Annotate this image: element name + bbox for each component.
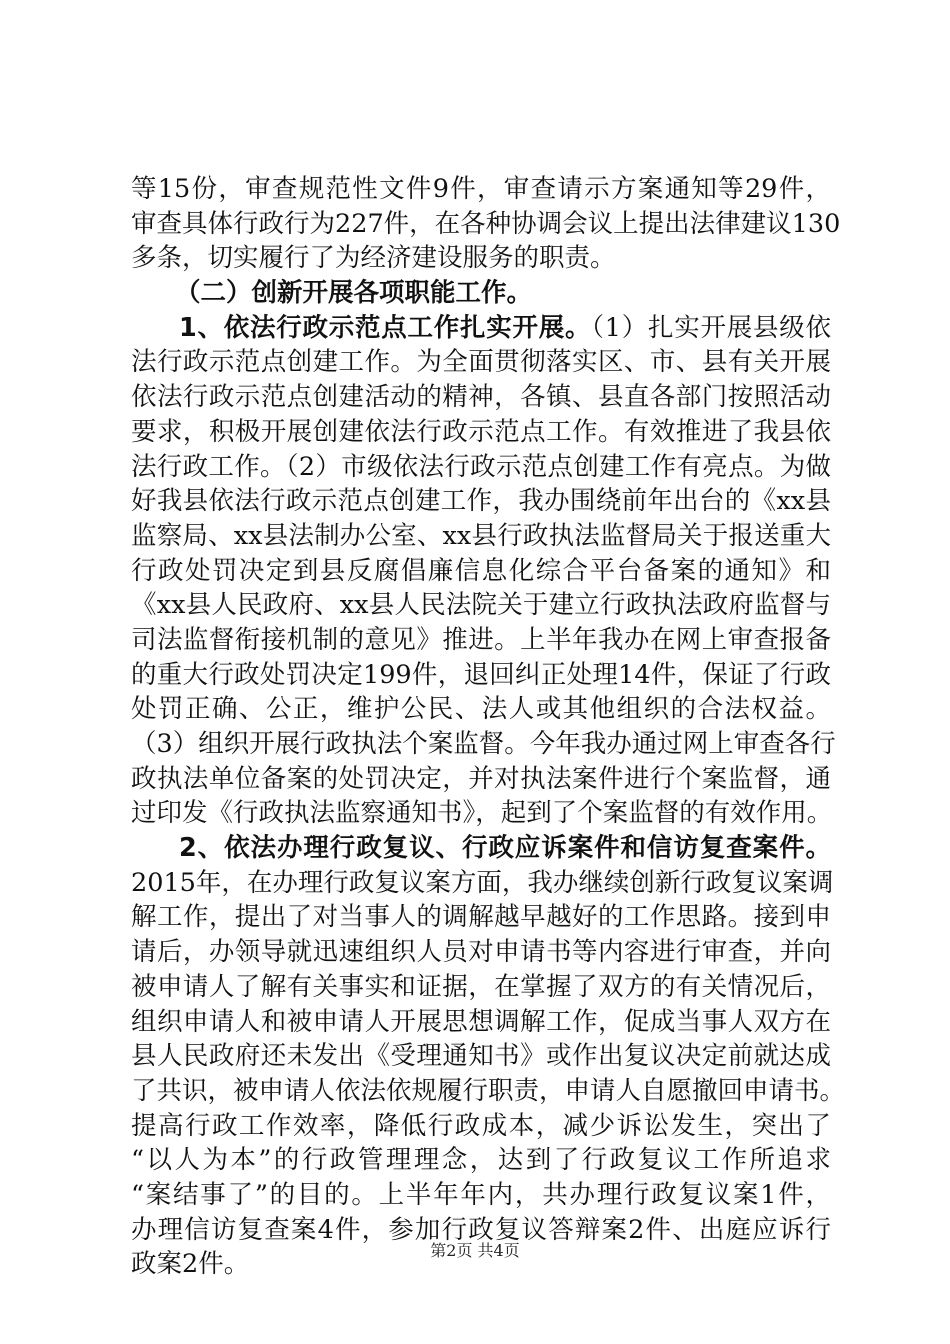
text-line bbox=[131, 450, 831, 485]
text-line bbox=[131, 172, 831, 207]
text-line bbox=[131, 623, 831, 658]
text-line bbox=[131, 796, 831, 831]
text-segment: 县人民政府还未发出《受理通知书》或作出复议决定前就达成 bbox=[131, 1041, 831, 1072]
text-segment: 了共识，被申请人依法依规履行职责，申请人自愿撤回申请书。 bbox=[131, 1075, 846, 1106]
text-line bbox=[131, 1178, 831, 1213]
text-segment: 办理信访复查案4件，参加行政复议答辩案2件、出庭应诉行 bbox=[131, 1214, 831, 1245]
text-segment: （3）组织开展行政执法个案监督。今年我办通过网上审查各行 bbox=[131, 729, 836, 759]
text-segment: 解工作，提出了对当事人的调解越早越好的工作思路。接到申 bbox=[131, 902, 831, 933]
text-segment: 监察局、xx县法制办公室、xx县行政执法监督局关于报送重大 bbox=[131, 520, 831, 551]
text-line bbox=[131, 380, 831, 415]
bold-text-segment: （二）创新开展各项职能工作。 bbox=[175, 278, 533, 309]
text-line bbox=[131, 588, 831, 623]
text-line bbox=[131, 1109, 831, 1144]
text-line bbox=[131, 727, 836, 762]
text-segment: 政执法单位备案的处罚决定，并对执法案件进行个案监督，通 bbox=[131, 763, 831, 794]
text-segment: 司法监督衔接机制的意见》推进。上半年我办在网上审查报备 bbox=[131, 624, 831, 655]
text-segment: 组织申请人和被申请人开展思想调解工作，促成当事人双方在 bbox=[131, 1006, 831, 1037]
text-line bbox=[131, 1039, 831, 1074]
text-segment: 请后，办领导就迅速组织人员对申请书等内容进行审查，并向 bbox=[131, 937, 831, 968]
bold-text-segment: 1、依法行政示范点工作扎实开展。 bbox=[179, 312, 592, 343]
text-line bbox=[131, 970, 831, 1005]
text-line bbox=[131, 762, 831, 797]
page-footer bbox=[0, 1238, 950, 1261]
text-segment: 处罚正确、公正，维护公民、法人或其他组织的合法权益。 bbox=[131, 694, 831, 725]
text-segment: 被申请人了解有关事实和证据，在掌握了双方的有关情况后， bbox=[131, 971, 831, 1002]
document-body bbox=[131, 172, 846, 1282]
text-segment: 政案2件。 bbox=[131, 1249, 250, 1280]
text-segment: “以人为本”的行政管理理念，达到了行政复议工作所追求 bbox=[131, 1145, 831, 1176]
text-segment: 依法行政示范点创建活动的精神，各镇、县直各部门按照活动 bbox=[131, 382, 831, 413]
text-segment: 提高行政工作效率，降低行政成本，减少诉讼发生，突出了 bbox=[131, 1110, 831, 1141]
text-line bbox=[131, 692, 831, 727]
text-line bbox=[131, 345, 831, 380]
text-segment: 多条，切实履行了为经济建设服务的职责。 bbox=[131, 243, 616, 274]
text-segment: 行政处罚决定到县反腐倡廉信息化综合平台备案的通知》和 bbox=[131, 555, 831, 586]
page-number-label: 第2页 共4页 bbox=[430, 1241, 520, 1260]
text-line bbox=[131, 276, 831, 311]
text-segment: 2015年，在办理行政复议案方面，我办继续创新行政复议案调 bbox=[131, 867, 834, 898]
text-segment: 要求，积极开展创建依法行政示范点工作。有效推进了我县依 bbox=[131, 416, 831, 447]
text-segment: 《xx县人民政府、xx县人民法院关于建立行政执法政府监督与 bbox=[131, 590, 831, 621]
text-segment: 审查具体行政行为227件，在各种协调会议上提出法律建议130 bbox=[131, 208, 841, 239]
text-line bbox=[131, 935, 831, 970]
bold-text-segment: 2、依法办理行政复议、行政应诉案件和信访复查案件。 bbox=[179, 833, 831, 864]
text-segment: 法行政工作。（2）市级依法行政示范点创建工作有亮点。为做 bbox=[131, 451, 831, 482]
text-line bbox=[131, 866, 834, 901]
text-line bbox=[131, 1074, 846, 1109]
text-segment: “案结事了”的目的。上半年年内，共办理行政复议案1件， bbox=[131, 1179, 831, 1210]
text-line bbox=[131, 241, 831, 276]
text-line bbox=[131, 311, 831, 346]
text-line bbox=[131, 1005, 831, 1040]
text-line bbox=[131, 415, 831, 450]
text-segment: 的重大行政处罚决定199件，退回纠正处理14件，保证了行政 bbox=[131, 659, 831, 690]
text-line bbox=[131, 207, 841, 242]
text-segment: 法行政示范点创建工作。为全面贯彻落实区、市、县有关开展 bbox=[131, 347, 831, 378]
text-segment: 等15份，审查规范性文件9件，审查请示方案通知等29件， bbox=[131, 174, 831, 204]
text-line bbox=[131, 658, 831, 693]
text-segment: 过印发《行政执法监察通知书》，起到了个案监督的有效作用。 bbox=[131, 798, 833, 829]
text-line bbox=[131, 519, 831, 554]
text-segment: （1）扎实开展县级依 bbox=[591, 312, 831, 343]
text-line bbox=[131, 484, 831, 519]
text-line bbox=[131, 1143, 831, 1178]
text-line bbox=[131, 554, 831, 589]
text-segment: 好我县依法行政示范点创建工作，我办围绕前年出台的《xx县 bbox=[131, 486, 831, 517]
text-line bbox=[131, 831, 831, 866]
text-line bbox=[131, 900, 831, 935]
